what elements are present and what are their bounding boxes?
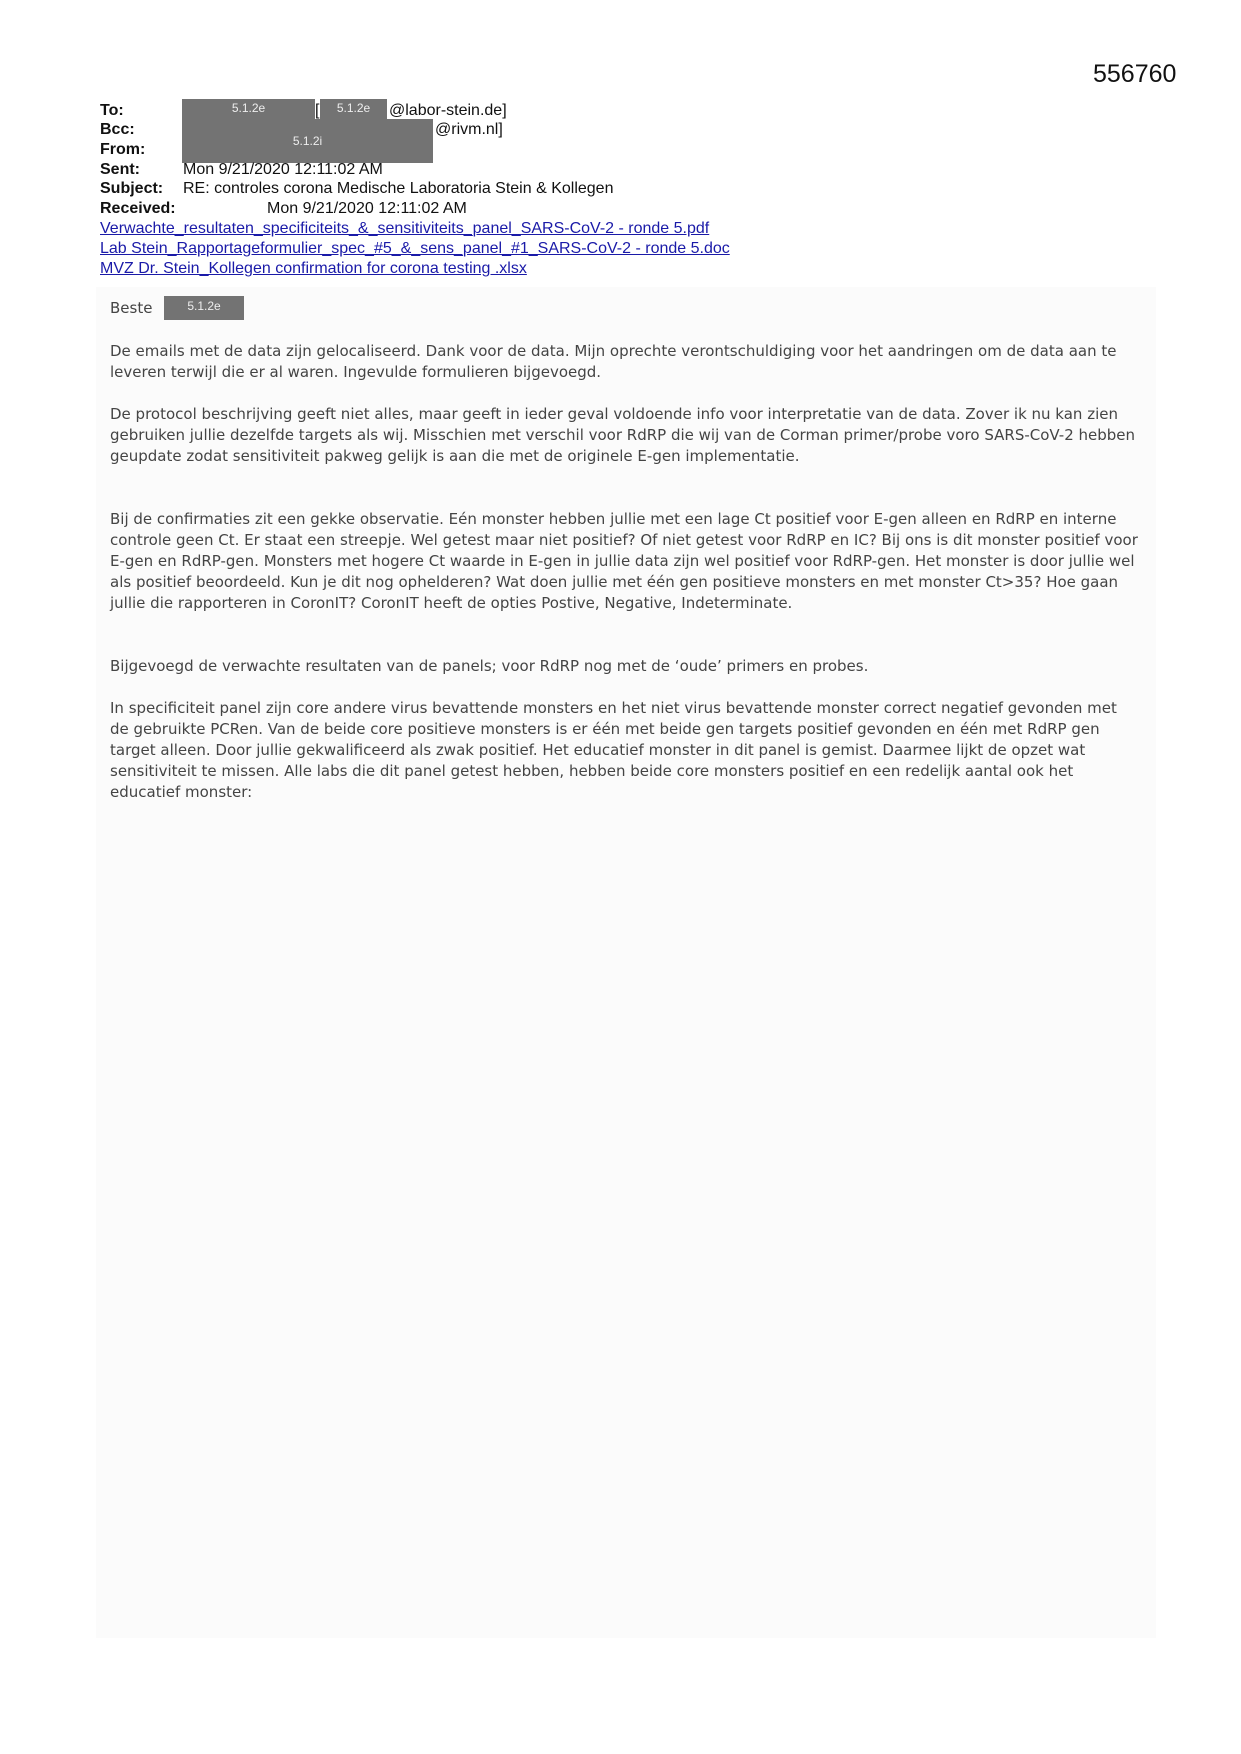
bcc-domain: @rivm.nl]: [435, 121, 503, 138]
from-label: From:: [100, 141, 146, 158]
to-label: To:: [100, 102, 124, 119]
message-body: [96, 287, 1156, 1638]
received-label: Received:: [100, 200, 176, 217]
greeting-redaction: 5.1.2e: [164, 296, 244, 320]
greeting: Beste: [110, 299, 153, 317]
body-paragraph: Bijgevoegd de verwachte resultaten van de panels; voor RdRP nog met de ‘oude’ primers en probes.: [110, 657, 869, 675]
attachment-link[interactable]: Lab Stein_Rapportageformulier_spec_#5_&_sens_panel_#1_SARS-CoV-2 - ronde 5.doc: [100, 240, 730, 257]
bcc-label: Bcc:: [100, 121, 135, 138]
to-domain: @labor-stein.de]: [389, 102, 507, 119]
from-bcc-redaction: 5.1.2i: [182, 119, 433, 163]
body-paragraph: In specificiteit panel zijn core andere virus bevattende monsters en het niet virus bevattende monster correct negatief gevonden met de gebruikte PCRen. Van de beide core positieve monsters is er één met beide gen targets positief gevonden en één met RdRP gen target alleen. Door jullie gekwalificeerd als zwak positief. Het educatief monster in dit panel is gemist. Daarmee lijkt de opzet wat sensitiviteit te missen. Alle labs die dit panel getest hebben, hebben beide core monsters positief en een redelijk aantal ook het educatief monster:: [110, 699, 1117, 801]
body-paragraph: De protocol beschrijving geeft niet alles, maar geeft in ieder geval voldoende info voor interpretatie van de data. Zover ik nu kan zien gebruiken jullie dezelfde targets als wij. Misschien met verschil voor RdRP die wij van de Corman primer/probe voro SARS-CoV-2 hebben geupdate zodat sensitiviteit pakweg gelijk is aan die met de originele E-gen implementatie.: [110, 405, 1136, 465]
received-value: Mon 9/21/2020 12:11:02 AM: [267, 200, 467, 217]
attachment-link[interactable]: Verwachte_resultaten_specificiteits_&_sensitiviteits_panel_SARS-CoV-2 - ronde 5.pdf: [100, 220, 710, 237]
body-paragraph: De emails met de data zijn gelocaliseerd. Dank voor de data. Mijn oprechte verontschuldiging voor het aandringen om de data aan te leveren terwijl die er al waren. Ingevulde formulieren bijgevoegd.: [110, 342, 1117, 381]
to-name-redaction: 5.1.2e: [182, 99, 315, 119]
body-paragraph: Bij de confirmaties zit een gekke observatie. Eén monster hebben jullie met een lage Ct positief voor E-gen alleen en RdRP en interne controle geen Ct. Er staat een streepje. Wel getest maar niet positief? Of niet getest voor RdRP en IC? Bij ons is dit monster positief voor E-gen en RdRP-gen. Monsters met hogere Ct waarde in E-gen in jullie data zijn wel positief voor RdRP-gen. Het monster is door jullie wel als positief beoordeeld. Kun je dit nog ophelderen? Wat doen jullie met één gen positieve monsters en met monster Ct>35? Hoe gaan jullie die rapporteren in CoronIT? CoronIT heeft de opties Postive, Negative, Indeterminate.: [110, 510, 1138, 612]
to-address-redaction: 5.1.2e: [320, 99, 387, 119]
subject-value: RE: controles corona Medische Laboratoria Stein & Kollegen: [183, 180, 614, 197]
attachment-link[interactable]: MVZ Dr. Stein_Kollegen confirmation for corona testing .xlsx: [100, 260, 527, 277]
sent-value: Mon 9/21/2020 12:11:02 AM: [183, 161, 383, 178]
to-bracket: [: [315, 102, 320, 119]
sent-label: Sent:: [100, 161, 140, 178]
document-number: 556760: [1093, 60, 1177, 88]
subject-label: Subject:: [100, 180, 164, 197]
